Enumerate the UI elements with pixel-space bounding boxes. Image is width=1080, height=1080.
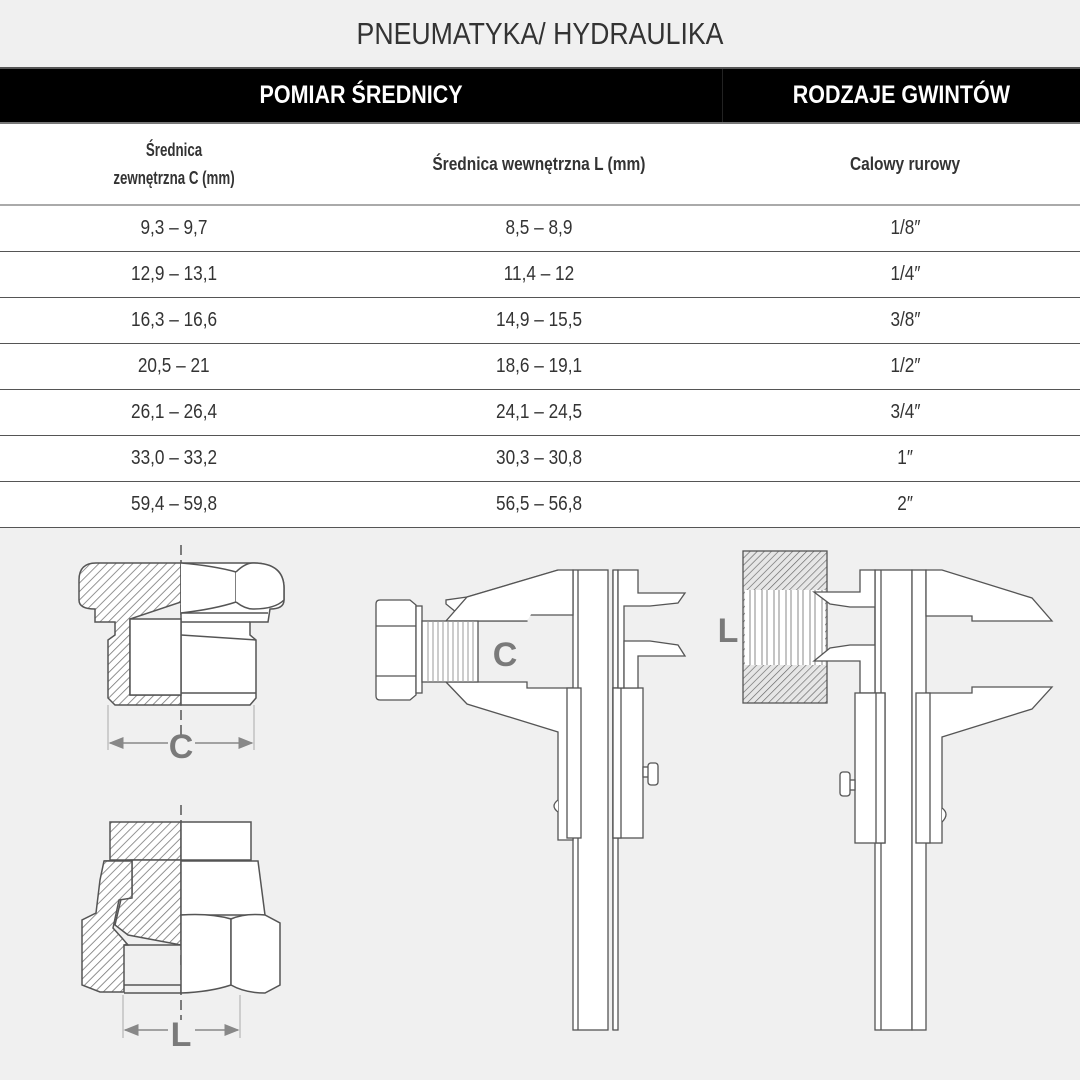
table-row: 9,3 – 9,7 8,5 – 8,9 1/8″ [0,205,1080,252]
plug-fitting-drawing [79,545,284,750]
column-header-inner-diameter: Średnica wewnętrzna L (mm) [348,124,730,205]
dimension-label-l-caliper: L [717,612,739,650]
section-heading-threads: RODZAJE GWINTÓW [792,81,1011,109]
table-row: 20,5 – 21 18,6 – 19,1 1/2″ [0,344,1080,390]
table-row: 33,0 – 33,2 30,3 – 30,8 1″ [0,436,1080,482]
table-row: 12,9 – 13,1 11,4 – 12 1/4″ [0,252,1080,298]
dimension-label-l: L [170,1016,192,1054]
page-title: PNEUMATYKA/ HYDRAULIKA [356,15,724,51]
table-row: 26,1 – 26,4 24,1 – 24,5 3/4″ [0,390,1080,436]
caliper-outer-drawing [376,570,685,1030]
header-band [0,67,1080,124]
column-header-thread-type: Calowy rurowy [730,124,1080,205]
table-row: 59,4 – 59,8 56,5 – 56,8 2″ [0,482,1080,528]
nut-fitting-drawing [82,805,280,1038]
table-row: 16,3 – 16,6 14,9 – 15,5 3/8″ [0,298,1080,344]
column-header-outer-diameter: Średnica zewnętrzna C (mm) [0,124,348,205]
table-header-row [0,124,1080,205]
spec-table [0,124,1080,528]
caliper-inner-drawing [743,551,1052,1030]
dimension-label-c-caliper: C [492,636,518,674]
dimension-label-c: C [168,728,194,766]
illustrations [0,530,1080,1080]
section-heading-diameter: POMIAR ŚREDNICY [0,69,723,122]
